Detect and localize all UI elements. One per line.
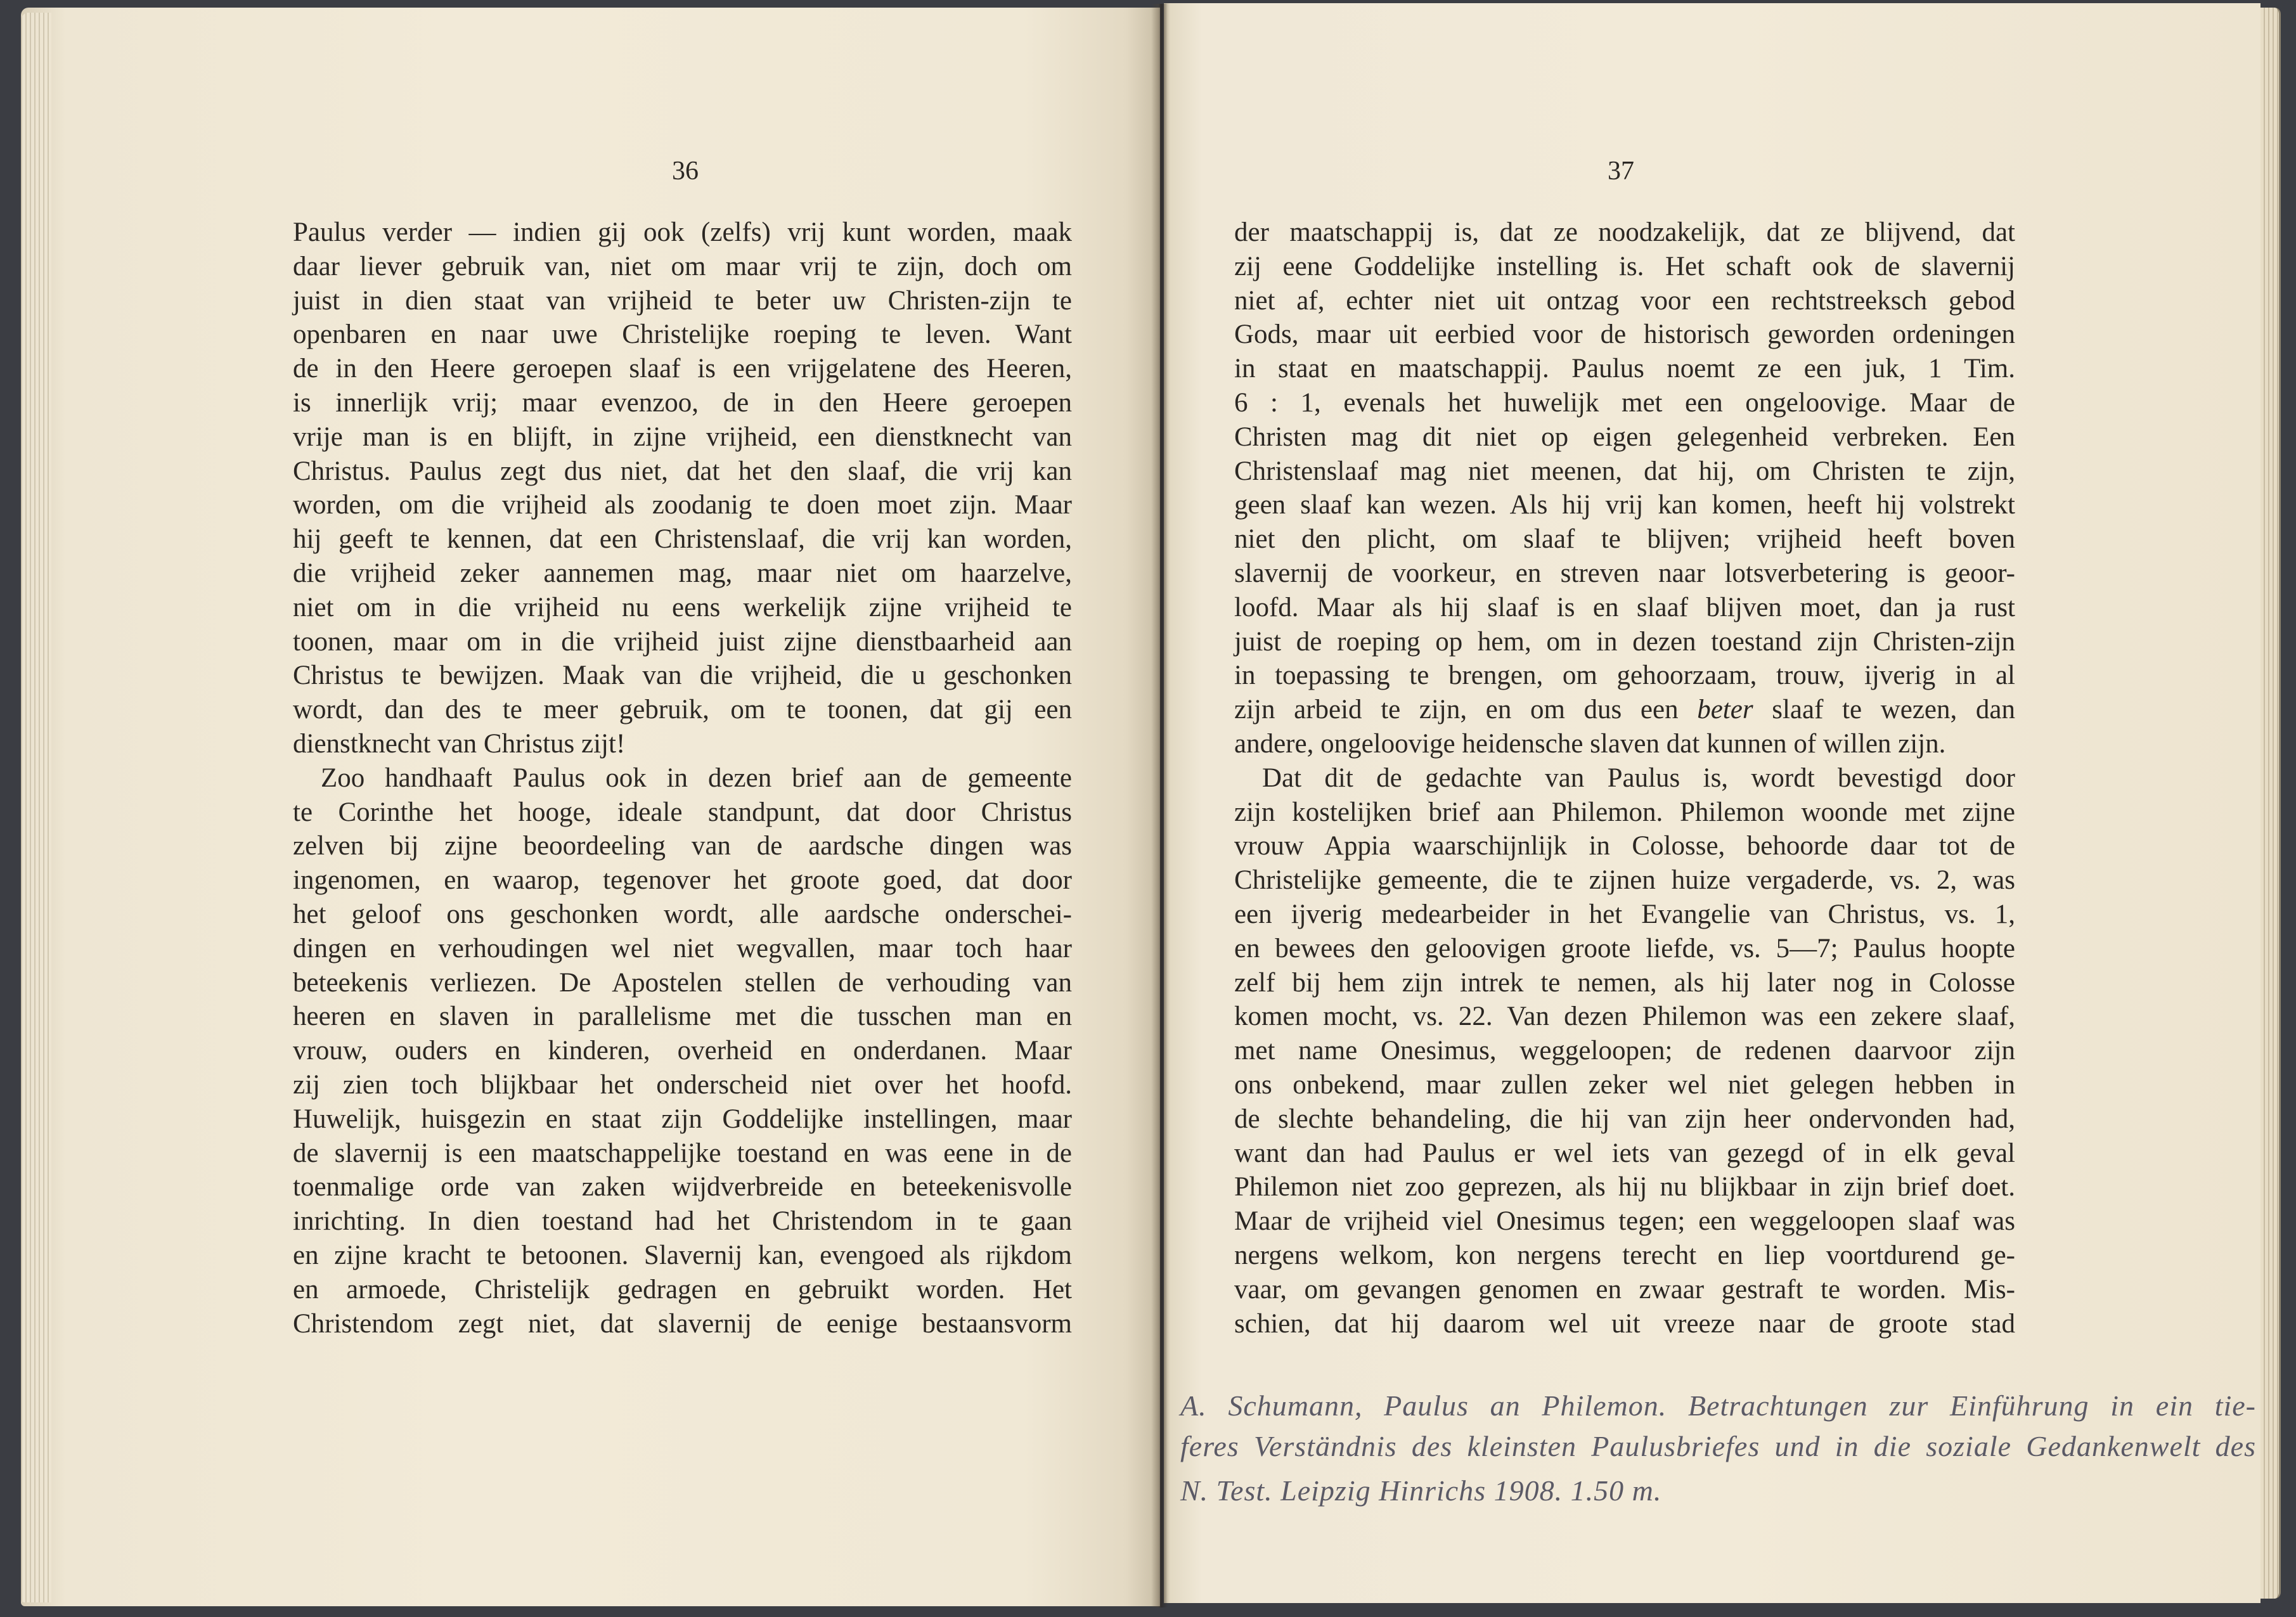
text-line: Huwelijk, huisgezin en staat zijn Goddelijke instellingen, maar (293, 1104, 1072, 1134)
text-line: Paulus verder — indien gij ook (zelfs) vrij kunt worden, maak (293, 217, 1072, 247)
text-line: die vrijheid zeker aannemen mag, maar niet om haarzelve, (293, 558, 1072, 588)
text-line: nergens welkom, kon nergens terecht en liep voortdurend ge- (1234, 1240, 2015, 1270)
text-line: 6 : 1, evenals het huwelijk met een ongeloovige. Maar de (1234, 387, 2015, 418)
text-line: zij zien toch blijkbaar het onderscheid niet over het hoofd. (293, 1069, 1072, 1100)
text-line: Maar de vrijheid viel Onesimus tegen; een weggeloopen slaaf was (1234, 1206, 2015, 1237)
text-line: dienstknecht van Christus zijt! (293, 728, 626, 759)
emphasis-text: beter (1697, 695, 1753, 725)
right-fore-edge (2261, 8, 2281, 1599)
text-line: zelf bij hem zijn intrek te nemen, als hij later nog in Colosse (1234, 967, 2015, 998)
text-line: loofd. Maar als hij slaaf is en slaaf blijven moet, dan ja rust (1234, 592, 2015, 622)
text-line: Christendom zegt niet, dat slavernij de eenige bestaansvorm (293, 1308, 1072, 1339)
text-line: inrichting. In dien toestand had het Christendom in te gaan (293, 1206, 1072, 1237)
text-line: in toepassing te brengen, om gehoorzaam, trouw, ijverig in al (1234, 660, 2015, 691)
text-segment: slaaf te wezen, dan (1753, 695, 2015, 725)
left-page-text (293, 216, 1072, 1341)
text-line: een ijverig medearbeider in het Evangelie van Christus, vs. 1, (1234, 899, 2015, 929)
text-line: in staat en maatschappij. Paulus noemt ze een juk, 1 Tim. (1234, 354, 2015, 384)
text-line: met name Onesimus, weggeloopen; de redenen daarvoor zijn (1234, 1036, 2015, 1066)
text-line: Christenslaaf mag niet meenen, dat hij, om Christen te zijn, (1234, 456, 2015, 486)
text-line: heeren en slaven in parallelisme met die tusschen man en (293, 1002, 1072, 1032)
text-line: Philemon niet zoo geprezen, als hij nu blijkbaar in zijn brief doet. (1234, 1172, 2015, 1202)
text-line: vrouw, ouders en kinderen, overheid en onderdanen. Maar (293, 1036, 1072, 1066)
text-line: niet om in die vrijheid nu eens werkelijk zijne vrijheid te (293, 592, 1072, 622)
text-line: dingen en verhoudingen wel niet wegvallen, maar toch haar (293, 933, 1072, 963)
handwritten-note-line: feres Verständnis des kleinsten Paulusbriefes und in die soziale Gedankenwelt des (1180, 1430, 2256, 1462)
book-gutter (1151, 4, 1168, 1607)
text-line: Gods, maar uit eerbied voor de historisch geworden ordeningen (1234, 319, 2015, 350)
handwritten-note-line: N. Test. Leipzig Hinrichs 1908. 1.50 m. (1180, 1474, 1662, 1507)
text-line: openbaren en naar uwe Christelijke roeping te leven. Want (293, 319, 1072, 350)
text-line: geen slaaf kan wezen. Als hij vrij kan komen, heeft hij volstrekt (1234, 490, 2015, 520)
text-segment: zijn arbeid te zijn, en om dus een (1234, 695, 1698, 725)
text-line: vrouw Appia waarschijnlijk in Colosse, behoorde daar tot de (1234, 831, 2015, 861)
text-line: want dan had Paulus er wel iets van gezegd of in elk geval (1234, 1138, 2015, 1168)
text-line: slavernij de voorkeur, en streven naar lotsverbetering is geoor- (1234, 558, 2015, 588)
text-line: toonen, maar om in die vrijheid juist zijne dienstbaarheid aan (293, 626, 1072, 657)
left-fore-edge (21, 13, 51, 1602)
text-line: te Corinthe het hooge, ideale standpunt, dat door Christus (293, 797, 1072, 827)
text-line: worden, om die vrijheid als zoodanig te doen moet zijn. Maar (293, 490, 1072, 520)
text-line: vrije man is en blijft, in zijne vrijheid, een dienstknecht van (293, 422, 1072, 452)
text-line: zelven bij zijne beoordeeling van de aardsche dingen was (293, 831, 1072, 861)
text-line: ingenomen, en waarop, tegenover het groote goed, dat door (293, 865, 1072, 896)
text-line: Zoo handhaaft Paulus ook in dezen brief aan de gemeente (321, 763, 1072, 793)
text-line: Christus. Paulus zegt dus niet, dat het den slaaf, die vrij kan (293, 456, 1072, 486)
text-line: Christus te bewijzen. Maak van die vrijheid, die u geschonken (293, 660, 1072, 691)
text-line (1234, 693, 2015, 727)
text-line: schien, dat hij daarom wel uit vreeze naar de groote stad (1234, 1308, 2015, 1339)
text-line: is innerlijk vrij; maar evenzoo, de in den Heere geroepen (293, 387, 1072, 418)
text-line: daar liever gebruik van, niet om maar vrij te zijn, doch om (293, 251, 1072, 281)
text-line: niet den plicht, om slaaf te blijven; vrijheid heeft boven (1234, 524, 2015, 555)
text-line: de slavernij is een maatschappelijke toestand en was eene in de (293, 1138, 1072, 1168)
text-line: en armoede, Christelijk gedragen en gebruikt worden. Het (293, 1274, 1072, 1305)
text-line: juist in dien staat van vrijheid te beter uw Christen-zijn te (293, 285, 1072, 316)
page-number: 37 (1608, 157, 1634, 186)
text-line: andere, ongeloovige heidensche slaven dat kunnen of willen zijn. (1234, 728, 1946, 759)
text-line: wordt, dan des te meer gebruik, om te toonen, dat gij een (293, 695, 1072, 725)
text-line: hij geeft te kennen, dat een Christenslaaf, die vrij kan worden, (293, 524, 1072, 555)
text-line: de slechte behandeling, die hij van zijn heer ondervonden had, (1234, 1104, 2015, 1134)
page-number: 36 (672, 157, 699, 186)
text-line: juist de roeping op hem, om in dezen toestand zijn Christen-zijn (1234, 626, 2015, 657)
text-line: vaar, om gevangen genomen en zwaar gestraft te worden. Mis- (1234, 1274, 2015, 1305)
text-line: Christen mag dit niet op eigen gelegenheid verbreken. Een (1234, 422, 2015, 452)
text-line: ons onbekend, maar zullen zeker wel niet gelegen hebben in (1234, 1069, 2015, 1100)
text-line: beteekenis verliezen. De Apostelen stellen de verhouding van (293, 967, 1072, 998)
text-line: Christelijke gemeente, die te zijnen huize vergaderde, vs. 2, was (1234, 865, 2015, 896)
text-line: zijn kostelijken brief aan Philemon. Philemon woonde met zijne (1234, 797, 2015, 827)
text-line: der maatschappij is, dat ze noodzakelijk, dat ze blijvend, dat (1234, 217, 2015, 247)
text-line: het geloof ons geschonken wordt, alle aardsche onderschei- (293, 899, 1072, 929)
text-line: toenmalige orde van zaken wijdverbreide en beteekenisvolle (293, 1172, 1072, 1202)
text-line: komen mocht, vs. 22. Van dezen Philemon was een zekere slaaf, (1234, 1002, 2015, 1032)
text-line: Dat dit de gedachte van Paulus is, wordt bevestigd door (1262, 763, 2015, 793)
text-line: en bewees den geloovigen groote liefde, vs. 5—7; Paulus hoopte (1234, 933, 2015, 963)
text-line: en zijne kracht te betoonen. Slavernij kan, evengoed als rijkdom (293, 1240, 1072, 1270)
text-line: de in den Heere geroepen slaaf is een vrijgelatene des Heeren, (293, 354, 1072, 384)
handwritten-note-line: A. Schumann, Paulus an Philemon. Betrachtungen zur Einführung in ein tie- (1180, 1389, 2256, 1422)
text-line: niet af, echter niet uit ontzag voor een rechtstreeksch gebod (1234, 285, 2015, 316)
right-page-text (1234, 216, 2015, 1341)
text-line: zij eene Goddelijke instelling is. Het schaft ook de slavernij (1234, 251, 2015, 281)
